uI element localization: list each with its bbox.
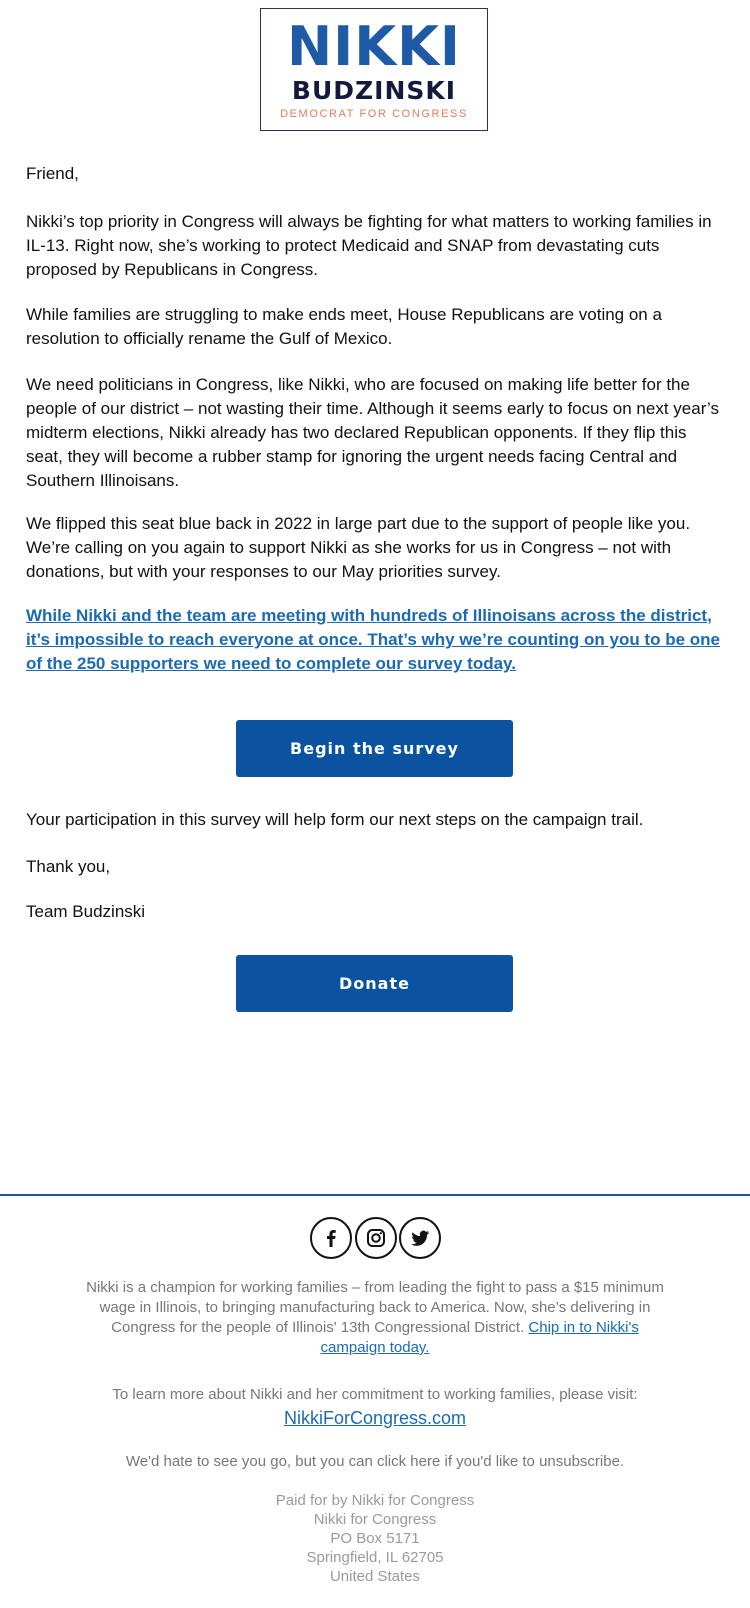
paragraph-2: While families are struggling to make ends meet, House Republicans are voting on a resolution to officially rename the Gulf of Mexico. xyxy=(26,305,662,348)
thanks-text: Thank you, xyxy=(26,857,111,876)
paragraph-3: We need politicians in Congress, like Nikki, who are focused on making life better for the people of our district – not wasting their time. Although it seems early to focus on next year’s midterm elections, Nikki already has two declared Republican opponents. If they flip this seat, they will become a rubber stamp for ignoring the urgent needs facing Central and Southern Illinoisans. xyxy=(26,375,719,490)
twitter-icon[interactable] xyxy=(399,1217,441,1259)
instagram-icon[interactable] xyxy=(355,1217,397,1259)
address-org: Nikki for Congress xyxy=(313,1511,437,1528)
logo-last-name: BUDZINSKI xyxy=(291,76,457,105)
survey-link-paragraph[interactable]: While Nikki and the team are meeting with hundreds of Illinoisans across the district, it’s impossible to reach everyone at once. That’s why we’re counting on you to be one of the 250 supporters we need to complete our survey today. xyxy=(26,606,720,673)
footer-divider xyxy=(0,1194,750,1196)
logo-tagline: DEMOCRAT FOR CONGRESS xyxy=(280,108,468,120)
address-po-box: PO Box 5171 xyxy=(330,1530,420,1547)
chip-in-link[interactable]: Chip in to Nikki's campaign today. xyxy=(320,1319,639,1356)
greeting: Friend, xyxy=(26,164,79,183)
address-city: Springfield, IL 62705 xyxy=(306,1549,444,1566)
site-link[interactable]: NikkiForCongress.com xyxy=(283,1408,467,1428)
footer-blurb xyxy=(85,1278,665,1358)
paragraph-4: We flipped this seat blue back in 2022 in large part due to the support of people like you. We’re calling on you again to support Nikki as she works for us in Congress – not with donations, but with your responses to our May priorities survey. xyxy=(26,514,691,581)
facebook-icon[interactable] xyxy=(310,1217,352,1259)
learn-more-text: To learn more about Nikki and her commitment to working families, please visit: xyxy=(112,1386,638,1403)
logo-first-name: NIKKI xyxy=(286,15,462,78)
address-country: United States xyxy=(329,1568,421,1585)
campaign-logo xyxy=(260,8,488,131)
participation-text: Your participation in this survey will help form our next steps on the campaign trail. xyxy=(26,810,644,829)
social-links xyxy=(0,1217,750,1259)
signature: Team Budzinski xyxy=(26,902,146,921)
begin-survey-button[interactable]: Begin the survey xyxy=(236,720,513,777)
footer-blurb-text: Nikki is a champion for working families – from leading the fight to pass a $15 minimum wage in Illinois, to bringing manufacturing back to America. Now, she’s delivering in Congress for the people of Illinois' 13th Congressional District. xyxy=(86,1279,664,1336)
donate-button[interactable]: Donate xyxy=(236,955,513,1012)
header xyxy=(0,8,750,133)
unsubscribe-text[interactable]: We'd hate to see you go, but you can click here if you'd like to unsubscribe. xyxy=(125,1453,625,1470)
paid-for-text: Paid for by Nikki for Congress xyxy=(275,1492,475,1509)
paragraph-1: Nikki’s top priority in Congress will always be fighting for what matters to working families in IL-13. Right now, she’s working to protect Medicaid and SNAP from devastating cuts proposed by Republicans in Congress. xyxy=(26,212,712,279)
site-link-wrap xyxy=(85,1407,665,1429)
